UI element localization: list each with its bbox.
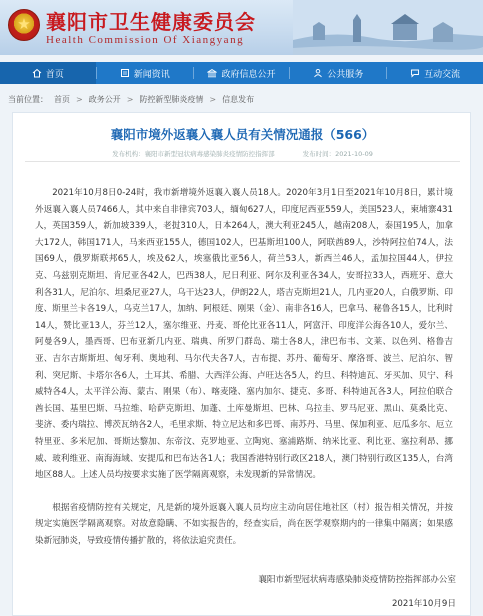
article-card [12, 112, 471, 616]
nav-item-label: 新闻资讯 [133, 69, 170, 80]
breadcrumb-item-home[interactable]: 首页 [54, 94, 70, 104]
nav-item-public-service[interactable] [290, 62, 386, 84]
nav-item-gov-info[interactable] [194, 62, 290, 84]
nav-item-label: 首页 [45, 69, 64, 80]
breadcrumb-item-gov-affairs[interactable]: 政务公开 [88, 94, 121, 104]
people-icon [313, 68, 323, 78]
main-nav [0, 62, 483, 84]
breadcrumb-prefix: 当前位置： [8, 94, 48, 104]
breadcrumb-separator: > [126, 94, 134, 104]
news-icon [120, 68, 130, 78]
site-banner [0, 0, 483, 55]
article-body [35, 185, 453, 549]
breadcrumb-separator: > [76, 94, 83, 104]
article-paragraph: 2021年10月8日0-24时，我市新增境外返襄入襄人员18人。2020年3月1日至2021年10月8日，累计境外返襄入襄人员7466人，其中来自非律宾703人，缅甸627人，印度尼西亚559人，美国523人，柬埔寨431人，英国359人，新加坡339人，老挝310人，日本264人，澳大利亚245人，越南208人，泰国195人，加拿大172人，韩国171人，马来西亚155人，德国102人，巴基斯坦100人，阿联酋89人，沙特阿拉伯74人，法国69人，俄罗斯联邦65人，埃及62人，埃塞俄比亚56人，荷兰53人，新西兰46人，孟加拉国44人，伊拉克、乌兹别克斯坦、肯尼亚各42人，巴西38人，尼日利亚、阿尔及利亚各34人，安哥拉33人，西班牙、意大利各31人，尼泊尔、坦桑尼亚27人，乌干达23人，伊朗22人，塔吉克斯坦21人，几内亚20人，白俄罗斯、印度、斯里兰卡各19人，乌克兰17人，加纳、阿根廷、刚果（金）、南非各16人，巴拿马、秘鲁各15人，比利时14人，赞比亚13人，芬兰12人，塞尔维亚、丹麦、哥伦比亚各11人，阿富汗、印度洋公海各10人，爱尔兰、阿曼各9人，墨西哥、巴布亚新几内亚、瑞典、所罗门群岛、瑞士各8人，津巴布韦、文莱、以色列、格鲁吉亚、吉尔吉斯斯坦、匈牙利、奥地利、马尔代夫各7人，吉布提、苏丹、葡萄牙、摩洛哥、波兰、尼泊尔、智利、突尼斯、卡塔尔各6人，土耳其、希腊、大西洋公海、卢旺达各5人，约旦、科特迪瓦、牙买加、贝宁、科威特各4人，太平洋公海、蒙古、刚果（布）、喀麦隆、塞内加尔、捷克、多哥、科特迪瓦各3人，阿拉伯联合酋长国、基里巴斯、马拉维、哈萨克斯坦、加蓬、土库曼斯坦、巴林、乌拉圭、罗马尼亚、黑山、莫桑比克、斐济、委内瑞拉、博茨瓦纳各2人，毛里求斯、特立尼达和多巴哥、南苏丹、马里、保加利亚、厄瓜多尔、厄立特里亚、多米尼加、哥斯达黎加、东帝汶、克罗地亚、立陶宛、塞浦路斯、纳米比亚、利比亚、塞拉利昂、挪威、玻利维亚、南海海域、安提瓜和巴布达各1人；我国香港特别行政区218人，澳门特别行政区135人，台湾地区88人。上述人员均按要求实施了医学隔离观察，未发现新的异常情况。 [35, 188, 453, 481]
breadcrumb-item-info-release[interactable]: 信息发布 [222, 94, 255, 104]
government-icon [207, 68, 217, 78]
site-title[interactable]: 襄阳市卫生健康委员会 [46, 10, 256, 34]
article-source: 发布机构：襄阳市新型冠状病毒感染肺炎疫情防控指挥部 [112, 150, 275, 158]
article-title: 襄阳市境外返襄入襄人员有关情况通报（566） [110, 127, 375, 142]
article-signature: 襄阳市新型冠状病毒感染肺炎疫情防控指挥部办公室 [258, 575, 456, 585]
city-scenery-image [293, 0, 483, 55]
breadcrumb-item-epidemic[interactable]: 防控新型肺炎疫情 [139, 94, 204, 104]
nav-item-home[interactable] [0, 62, 96, 84]
chat-icon [410, 68, 420, 78]
national-emblem-icon [8, 9, 40, 41]
nav-item-label: 互动交流 [424, 69, 461, 80]
nav-item-label: 公共服务 [327, 69, 364, 80]
article-meta [13, 149, 472, 158]
breadcrumb [0, 90, 483, 108]
site-subtitle: Health Commission Of Xiangyang [46, 34, 245, 46]
nav-item-label: 政府信息公开 [221, 69, 276, 80]
breadcrumb-separator: > [209, 94, 217, 104]
article-paragraph: 根据省疫情防控有关规定，凡是新的境外返襄入襄人员均应主动向居住地社区（村）报告相关情况，并按规定实施医学隔离观察。对故意隐瞒、不如实报告的，经查实后，尚在医学观察期内的一律集中隔离；如果感染新冠肺炎，导致疫情传播扩散的，将依法追究责任。 [35, 502, 453, 546]
nav-item-news[interactable] [97, 62, 193, 84]
article-date: 2021年10月9日 [391, 599, 456, 609]
article-publish-date: 发布时间：2021-10-09 [302, 150, 373, 158]
home-icon [32, 68, 42, 78]
nav-item-interaction[interactable] [387, 62, 483, 84]
title-divider [25, 161, 460, 162]
